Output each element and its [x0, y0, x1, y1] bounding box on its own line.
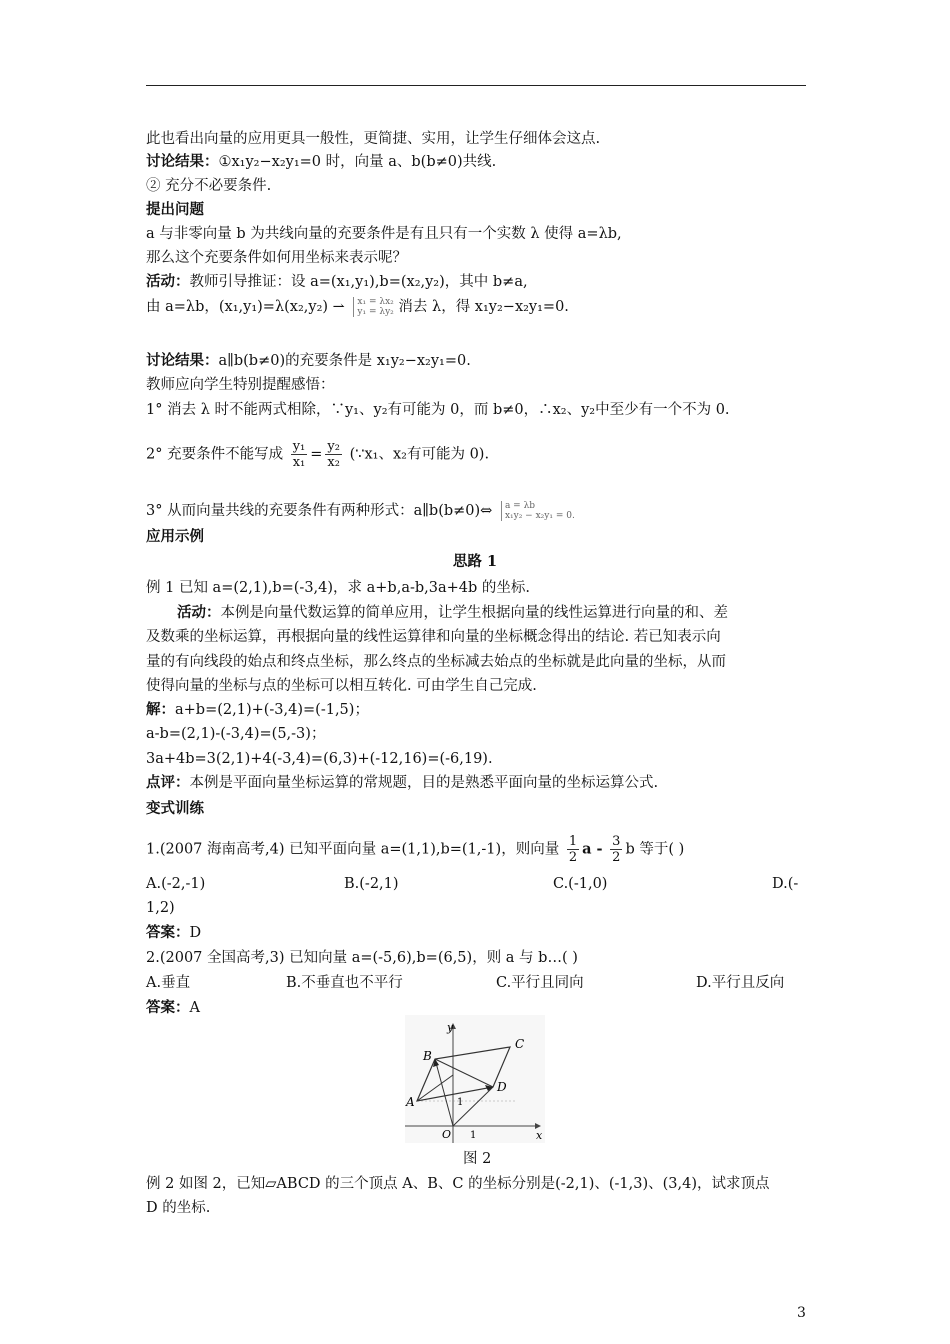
- equation: y₁ = λy₂: [357, 307, 394, 317]
- solution-line: [146, 701, 369, 719]
- section-heading: 变式训练: [146, 800, 204, 817]
- label: 活动：: [146, 273, 190, 290]
- activity-line: [146, 273, 528, 291]
- text: 消去 λ，得 x₁y₂−x₂y₁=0.: [398, 299, 569, 315]
- label: 答案：: [146, 924, 190, 941]
- numerator: 1: [568, 834, 578, 849]
- paragraph-line: ② 充分不必要条件.: [146, 178, 272, 194]
- text: 本例是向量代数运算的简单应用，让学生根据向量的线性运算进行向量的和、差: [220, 605, 728, 621]
- text: D: [189, 925, 202, 941]
- fraction: [610, 834, 622, 865]
- section-heading: 提出问题: [146, 201, 204, 218]
- equation: x₁ = λx₂: [357, 297, 394, 307]
- origin-label: O: [442, 1128, 452, 1141]
- label: 讨论结果：: [146, 352, 219, 369]
- denominator: x₁: [292, 455, 306, 470]
- numerator: y₂: [327, 439, 340, 454]
- option-c: C.(-1,0): [553, 876, 608, 892]
- paragraph-line: 1° 消去 λ 时不能两式相除，∵y₁、y₂有可能为 0，而 b≠0，∴x₂、y₂中至少有一个不为 0.: [146, 402, 730, 418]
- answer-line: [146, 924, 201, 942]
- discussion-result-2: [146, 352, 471, 370]
- system-brace: [501, 501, 575, 521]
- denominator: 2: [612, 850, 621, 865]
- option-d: D.平行且反向: [696, 975, 785, 991]
- option-c: C.平行且同向: [496, 975, 584, 991]
- text: (∵x₁、x₂有可能为 0).: [349, 446, 490, 463]
- subsection-heading: 思路 1: [452, 553, 498, 570]
- exercise-2: 2.(2007 全国高考,3) 已知向量 a=(-5,6),b=(6,5)，则 a 与 b…( ): [146, 950, 578, 966]
- label: 点评：: [146, 774, 190, 791]
- x-axis-label: x: [536, 1129, 543, 1142]
- text: 3° 从而向量共线的充要条件有两种形式：a∥b(b≠0)⇔: [146, 503, 493, 519]
- paragraph-line: 量的有向线段的始点和终点坐标，那么终点的坐标减去始点的坐标就是此向量的坐标，从而: [146, 654, 726, 670]
- numerator: 3: [612, 834, 621, 849]
- paragraph-line: 1,2): [146, 900, 175, 916]
- fraction-line: [146, 439, 489, 470]
- paragraph-line: 那么这个充要条件如何用坐标来表示呢？: [146, 250, 407, 266]
- text: 2° 充要条件不能写成: [146, 446, 284, 463]
- point-c-label: C: [515, 1037, 525, 1051]
- fraction: [567, 834, 579, 865]
- text: a∥b(b≠0)的充要条件是 x₁y₂−x₂y₁=0.: [218, 353, 471, 369]
- text: 教师引导推证：设 a=(x₁,y₁),b=(x₂,y₂)，其中 b≠a,: [189, 274, 528, 290]
- paragraph-line: D 的坐标.: [146, 1200, 211, 1216]
- answer-line: [146, 999, 200, 1017]
- option-a: A.(-2,-1): [146, 876, 206, 892]
- paragraph-line: 教师应向学生特别提醒感悟：: [146, 377, 335, 393]
- comment-line: [146, 774, 658, 792]
- page-number: 3: [797, 1305, 806, 1321]
- exercise-1: [146, 834, 684, 865]
- text: a -: [582, 840, 603, 858]
- header-rule: [146, 85, 806, 86]
- label: 解：: [146, 701, 175, 718]
- equation: a = λb: [504, 501, 536, 511]
- option-b: B.不垂直也不平行: [286, 975, 403, 991]
- text: A: [189, 1000, 200, 1016]
- paragraph-line: a 与非零向量 b 为共线向量的充要条件是有且只有一个实数 λ 使得 a=λb,: [146, 226, 622, 242]
- tick-label-y: 1: [457, 1097, 464, 1108]
- figure-2: [405, 1015, 545, 1143]
- label: 讨论结果：: [146, 153, 219, 170]
- paragraph-line: 此也看出向量的应用更具一般性，更简捷、实用，让学生仔细体会这点.: [146, 131, 601, 147]
- paragraph-line: 及数乘的坐标运算，再根据向量的线性运算律和向量的坐标概念得出的结论. 若已知表示向: [146, 629, 721, 645]
- derivation-line: [146, 297, 569, 317]
- option-d: D.(-: [772, 876, 799, 892]
- paragraph-line: 使得向量的坐标与点的坐标可以相互转化. 可由学生自己完成.: [146, 678, 537, 694]
- label: 答案：: [146, 999, 190, 1016]
- text: 1.(2007 海南高考,4) 已知平面向量 a=(1,1),b=(1,-1)，则向量: [146, 841, 560, 858]
- fraction: [325, 439, 342, 470]
- option-a: A.垂直: [146, 975, 191, 991]
- solution-line: 3a+4b=3(2,1)+4(-3,4)=(6,3)+(-12,16)=(-6,19).: [146, 751, 493, 767]
- denominator: 2: [568, 850, 578, 865]
- denominator: x₂: [327, 455, 340, 470]
- point-d-label: D: [497, 1080, 507, 1094]
- numerator: y₁: [292, 439, 306, 454]
- text: b 等于( ): [625, 841, 685, 858]
- point-a-label: A: [406, 1095, 415, 1109]
- figure-caption: 图 2: [463, 1151, 492, 1167]
- text: 由 a=λb，(x₁,y₁)=λ(x₂,y₂) ⇀: [146, 299, 345, 315]
- fraction: [291, 439, 308, 470]
- activity-line: [177, 604, 728, 622]
- equation: x₁y₂ − x₂y₁ = 0.: [504, 511, 575, 521]
- section-heading: 应用示例: [146, 528, 204, 545]
- y-axis-label: y: [447, 1021, 454, 1034]
- discussion-result-1: [146, 153, 496, 171]
- text: 本例是平面向量坐标运算的常规题，目的是熟悉平面向量的坐标运算公式.: [189, 775, 659, 791]
- point-b-label: B: [423, 1049, 432, 1063]
- example-line: 例 2 如图 2，已知▱ABCD 的三个顶点 A、B、C 的坐标分别是(-2,1)、(-1,3)、(3,4)，试求顶点: [146, 1176, 770, 1192]
- condition-line: [146, 501, 575, 521]
- text: ①x₁y₂−x₂y₁=0 时，向量 a、b(b≠0)共线.: [218, 154, 497, 170]
- equals: =: [310, 446, 323, 463]
- option-b: B.(-2,1): [344, 876, 399, 892]
- label: 活动：: [177, 604, 221, 621]
- example-line: 例 1 已知 a=(2,1),b=(-3,4)，求 a+b,a-b,3a+4b 的坐标.: [146, 580, 531, 596]
- solution-line: a-b=(2,1)-(-3,4)=(5,-3)；: [146, 726, 326, 742]
- text: a+b=(2,1)+(-3,4)=(-1,5)；: [175, 702, 369, 718]
- system-brace: [353, 297, 393, 317]
- tick-label-x: 1: [470, 1130, 477, 1141]
